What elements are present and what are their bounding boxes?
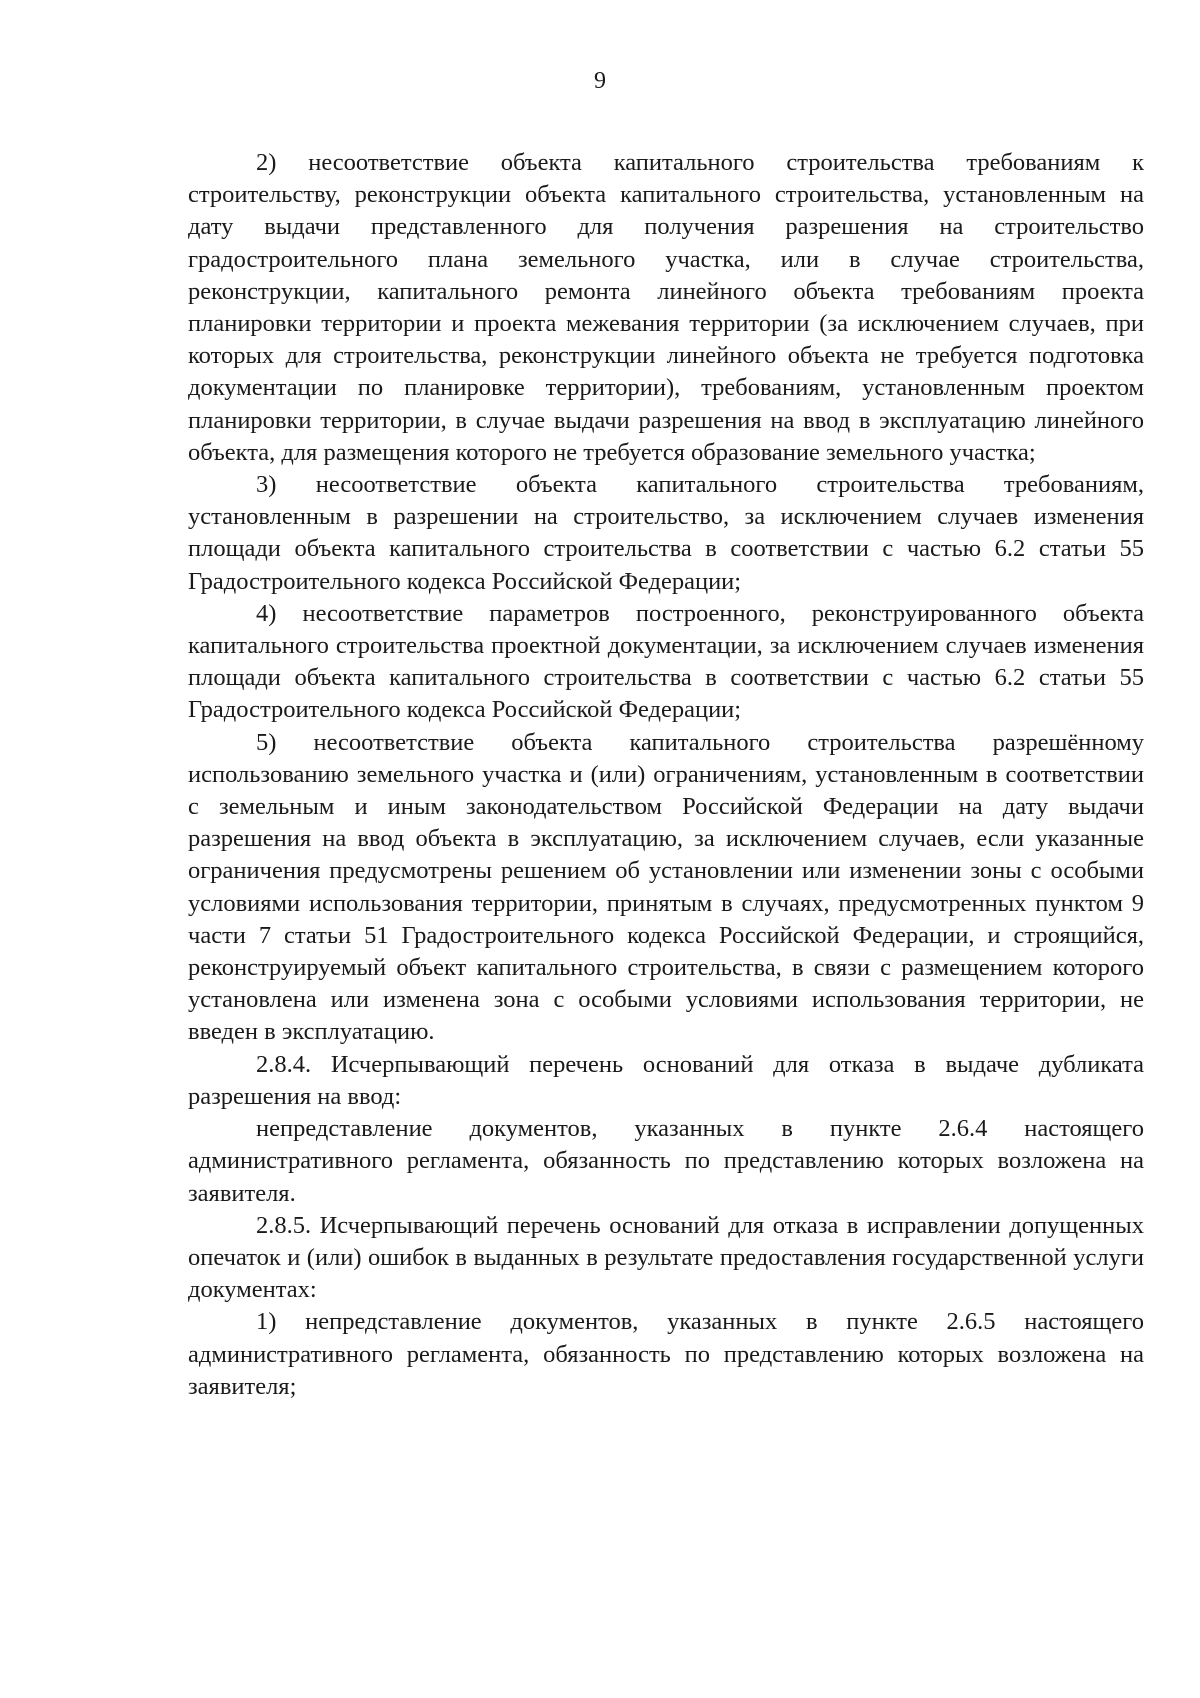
- paragraph-section-2-8-5: 2.8.5. Исчерпывающий перечень оснований для отказа в исправлении допущенных опечаток и (или) ошибок в выданных в результате предоставления государственной услуги документах:: [188, 1211, 1144, 1304]
- paragraph-correction-item-1: 1) непредставление документов, указанных в пункте 2.6.5 настоящего административного регламента, обязанность по представлению которых возложена на заявителя;: [188, 1308, 1144, 1400]
- paragraph-duplicate-refusal-ground: непредставление документов, указанных в пункте 2.6.4 настоящего административного регламента, обязанность по представлению которых возложена на заявителя.: [188, 1115, 1144, 1207]
- paragraph-item-2: 2) несоответствие объекта капитального строительства требованиям к строительству, реконструкции объекта капитального строительства, установленным на дату выдачи представленного для получения разрешения на строительство градостроительного плана земельного участка, или в случае строительства, реконструкции, капитального ремонта линейного объекта требованиям проекта планировки территории и проекта межевания территории (за исключением случаев, при которых для строительства, реконструкции линейного объекта не требуется подготовка документации по планировке территории), требованиям, установленным проектом планировки территории, в случае выдачи разрешения на ввод в эксплуатацию линейного объекта, для размещения которого не требуется образование земельного участка;: [188, 149, 1144, 466]
- paragraph-item-5: 5) несоответствие объекта капитального строительства разрешённому использованию земельного участка и (или) ограничениям, установленным в соответствии с земельным и иным законодательством Российской Федерации на дату выдачи разрешения на ввод объекта в эксплуатацию, за исключением случаев, если указанные ограничения предусмотрены решением об установлении или изменении зоны с особыми условиями использования территории, принятым в случаях, предусмотренных пунктом 9 части 7 статьи 51 Градостроительного кодекса Российской Федерации, и строящийся, реконструируемый объект капитального строительства, в связи с размещением которого установлена или изменена зона с особыми условиями использования территории, не введен в эксплуатацию.: [188, 728, 1144, 1046]
- document-body: [188, 147, 1144, 1403]
- page-number: 9: [594, 68, 606, 94]
- paragraph-item-3: 3) несоответствие объекта капитального строительства требованиям, установленным в разрешении на строительство, за исключением случаев изменения площади объекта капитального строительства в соответствии с частью 6.2 статьи 55 Градостроительного кодекса Российской Федерации;: [188, 471, 1144, 595]
- paragraph-section-2-8-4: 2.8.4. Исчерпывающий перечень оснований для отказа в выдаче дубликата разрешения на ввод:: [188, 1050, 1144, 1110]
- paragraph-item-4: 4) несоответствие параметров построенного, реконструированного объекта капитального строительства проектной документации, за исключением случаев изменения площади объекта капитального строительства в соответствии с частью 6.2 статьи 55 Градостроительного кодекса Российской Федерации;: [188, 599, 1144, 724]
